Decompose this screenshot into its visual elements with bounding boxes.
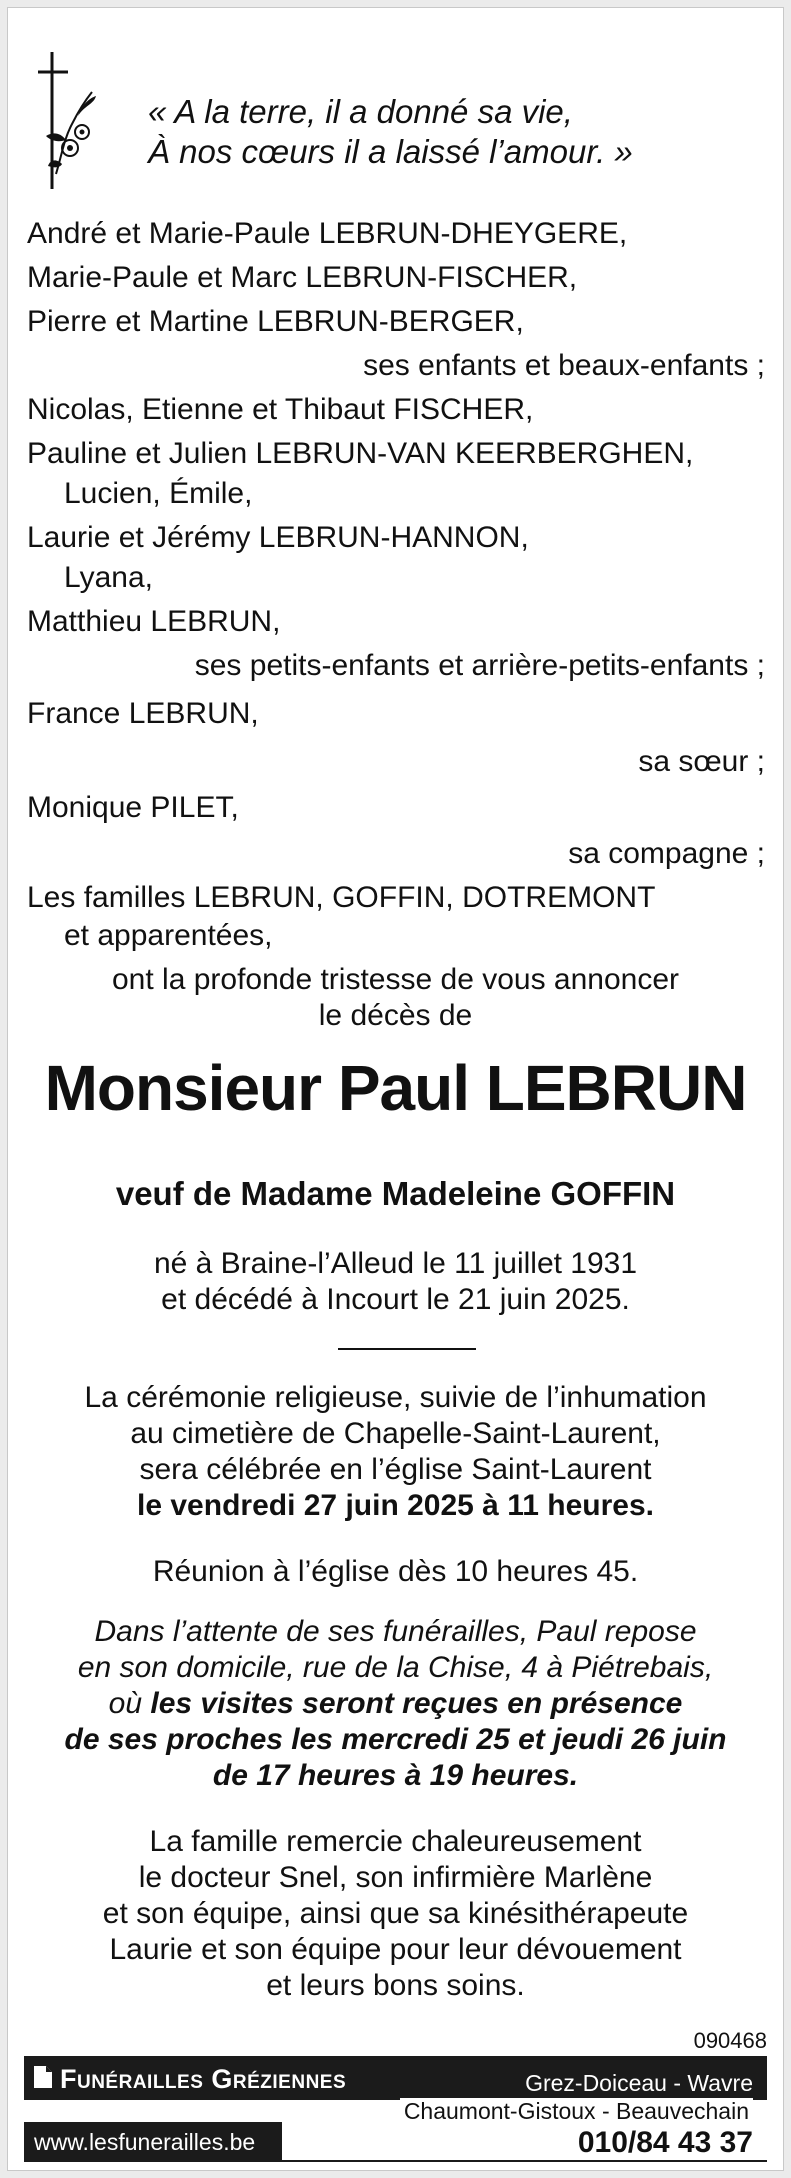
widower-line: veuf de Madame Madeleine GOFFIN [115, 1175, 676, 1212]
family-member: France LEBRUN, [27, 697, 259, 730]
visits-text-part: où [108, 1687, 151, 1720]
family-member: Lucien, Émile, [64, 477, 253, 510]
family-member: Matthieu LEBRUN, [27, 605, 281, 638]
family-role: sa compagne ; [568, 837, 765, 870]
page-corner-icon [32, 2064, 54, 2090]
visits-text: Dans l’attente de ses funérailles, Paul repose [94, 1615, 697, 1648]
family-member: et apparentées, [64, 919, 273, 952]
thanks-text: et son équipe, ainsi que sa kinésithérapeute [102, 1897, 689, 1930]
family-member: André et Marie-Paule LEBRUN-DHEYGERE, [27, 217, 628, 250]
visits-text-bold: de 17 heures à 19 heures. [212, 1759, 579, 1792]
family-role: sa sœur ; [638, 745, 765, 778]
cross-with-roses-icon [32, 44, 102, 194]
family-member: Pauline et Julien LEBRUN-VAN KEERBERGHEN, [27, 437, 694, 470]
deceased-name: Monsieur Paul LEBRUN [44, 1052, 747, 1124]
reference-number: 090468 [693, 2028, 767, 2053]
footer-rule [282, 2160, 767, 2162]
obituary-notice [7, 7, 784, 2171]
family-member: Les familles LEBRUN, GOFFIN, DOTREMONT [27, 881, 656, 914]
footer-locations: Grez-Doiceau - Wavre [525, 2070, 753, 2096]
birth-line: né à Braine-l’Alleud le 11 juillet 1931 [153, 1247, 638, 1280]
thanks-text: et leurs bons soins. [266, 1969, 525, 2002]
meeting-time: Réunion à l’église dès 10 heures 45. [152, 1555, 639, 1588]
thanks-text: La famille remercie chaleureusement [149, 1825, 642, 1858]
quote-line: À nos cœurs il a laissé l’amour. » [148, 133, 633, 170]
death-line: et décédé à Incourt le 21 juin 2025. [161, 1283, 630, 1316]
visits-text [8, 1686, 783, 1722]
family-role: ses petits-enfants et arrière-petits-enfants ; [194, 649, 765, 682]
ceremony-date: le vendredi 27 juin 2025 à 11 heures. [137, 1489, 654, 1522]
family-member: Monique PILET, [27, 791, 239, 824]
footer-locations: Chaumont-Gistoux - Beauvechain [400, 2098, 753, 2124]
epitaph-quote [148, 92, 633, 172]
thanks-text: Laurie et son équipe pour leur dévouement [109, 1933, 682, 1966]
footer-bar [24, 2056, 767, 2100]
visits-text-bold: les visites seront reçues en présence [150, 1687, 683, 1720]
funeral-home-name: Funérailles Gréziennes [60, 2064, 347, 2094]
website-link[interactable]: www.lesfunerailles.be [24, 2122, 282, 2162]
ceremony-text: sera célébrée en l’église Saint-Laurent [139, 1453, 652, 1486]
visits-text-bold: de ses proches les mercredi 25 et jeudi 26 juin [64, 1723, 727, 1756]
separator-rule [338, 1348, 476, 1350]
ceremony-text: La cérémonie religieuse, suivie de l’inhumation [84, 1381, 707, 1414]
family-role: ses enfants et beaux-enfants ; [363, 349, 765, 382]
ceremony-text: au cimetière de Chapelle-Saint-Laurent, [130, 1417, 661, 1450]
phone-number: 010/84 43 37 [577, 2126, 753, 2159]
visits-text: en son domicile, rue de la Chise, 4 à Piétrebais, [77, 1651, 714, 1684]
quote-line: « A la terre, il a donné sa vie, [148, 93, 573, 130]
announcement-text: le décès de [318, 999, 473, 1032]
family-member: Pierre et Martine LEBRUN-BERGER, [27, 305, 524, 338]
family-member: Marie-Paule et Marc LEBRUN-FISCHER, [27, 261, 578, 294]
announcement-text: ont la profonde tristesse de vous annoncer [111, 963, 680, 996]
family-member: Lyana, [64, 561, 153, 594]
funeral-home-footer [24, 2056, 767, 2166]
thanks-text: le docteur Snel, son infirmière Marlène [138, 1861, 653, 1894]
family-member: Nicolas, Etienne et Thibaut FISCHER, [27, 393, 534, 426]
family-member: Laurie et Jérémy LEBRUN-HANNON, [27, 521, 529, 554]
